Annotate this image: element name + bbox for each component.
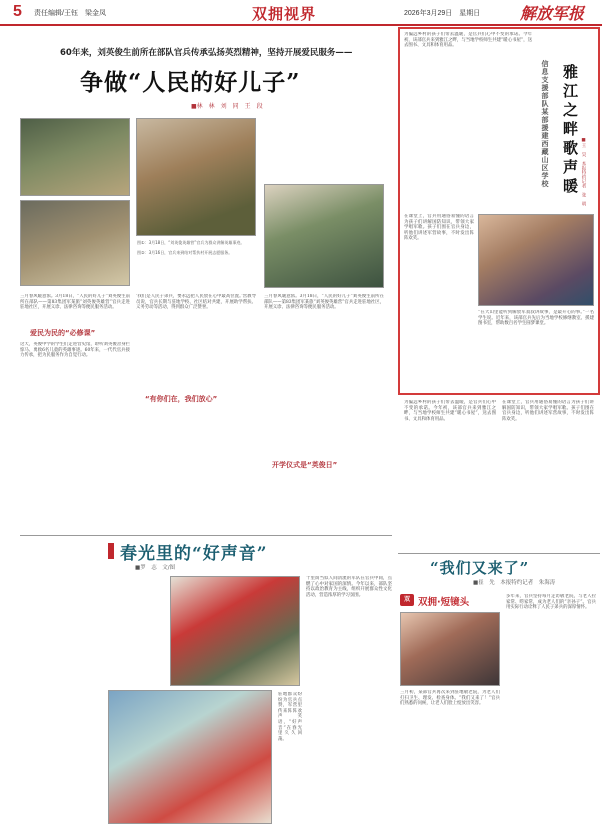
feature-body-1: 为偏远乡村的孩子们带去温暖，是官兵们心中不变的承诺。今年初，该部官兵来到雅江之畔，与当地学校师生共建“暖心书屋”，送去图书、文具和体育用品。 bbox=[404, 32, 532, 49]
back-body-1: 三月初，某部官兵再次来到驻地敬老院，为老人们打扫卫生、理发、检查身体。“我们又来了！”官兵们熟悉的问候，让老人们脸上绽放出笑容。 bbox=[400, 690, 500, 707]
right-divider bbox=[398, 553, 600, 554]
page-number: 5 bbox=[13, 3, 22, 20]
feature-byline: ■王 昊 本报特约记者 张 明 bbox=[581, 138, 586, 206]
spring-title: 春光里的“好声音” bbox=[120, 544, 268, 564]
masthead bbox=[0, 0, 602, 26]
spring-byline: ■罗 志 文/图 bbox=[135, 565, 176, 571]
lead-body-1: 三月春风暖意浓。3月18日，“人民的好儿子”刘英俊生前所在部队——第83集团军某旅“刘英俊英雄营”官兵走进驻地社区，开展义诊、法律咨询等便民服务活动。 bbox=[20, 294, 130, 311]
newspaper-logo: 解放军报 bbox=[520, 4, 585, 23]
back-title: “我们又来了” bbox=[430, 559, 530, 577]
editors-line: 责任编辑/王钰 梁金凤 bbox=[34, 10, 106, 17]
lead-photo-2 bbox=[20, 200, 130, 286]
lead-photo-1 bbox=[20, 118, 130, 196]
issue-date: 2026年3月29日 星期日 bbox=[404, 10, 481, 17]
photo-caption-2: 图②：3月16日，官兵来到结对帮扶村开展志愿服务。 bbox=[137, 250, 233, 255]
lead-body-4: 三月春风暖意浓。3月18日，“人民的好儿子”刘英俊生前所在部队——第83集团军某旅“刘英俊英雄营”官兵走进驻地社区，开展义诊、法律咨询等便民服务活动。 bbox=[264, 294, 384, 311]
feature-title: 雅江之畔歌声暖 bbox=[561, 64, 579, 197]
lead-subhead-2: “有你们在，我们放心” bbox=[145, 395, 218, 403]
lead-byline: ■林 林 刘 同 王 段 bbox=[191, 103, 263, 110]
lead-body-2: 这天，英俊中学的学生们走进营史馆，聆听刘英俊舍身拦惊马、勇救6名儿童的英雄事迹。60年来，一代代官兵接力传承，把为民服务作为自觉行动。 bbox=[20, 342, 130, 359]
lead-body-3: ‘我们是人民子弟兵，要永远把人民放在心中最高位置。’营教导员说，官兵长期与驻地学校、社区结对共建，开展助学帮扶、义务劳动等活动，得到群众广泛赞誉。 bbox=[136, 294, 256, 311]
back-photo bbox=[400, 612, 500, 686]
back-byline: ■崔 先 本报特约记者 朱海涛 bbox=[473, 580, 556, 586]
spring-body-1: 十里荫当似人间清流的军队在官兵中间，点燃了心中对家国的深情。今年以来，部队坚持以政治教育为主线，组织开展群众性文化活动，营造浓厚的学习氛围。 bbox=[306, 576, 392, 598]
spring-photo-1 bbox=[170, 576, 300, 686]
feature-body-5: 在课堂上，官兵用通俗易懂的语言为孩子们讲解国防知识，带领大家学唱军歌。孩子们围在官兵身边，听他们讲述军营故事，不时发出阵阵欢笑。 bbox=[502, 400, 594, 422]
section-title: 双拥视界 bbox=[252, 6, 317, 23]
spring-body-2: 驻地群众纷纷为官兵点赞，军营里传来阵阵欢声笑语，“好声音”在春光里久久回荡。 bbox=[278, 692, 302, 742]
lead-photo-4 bbox=[264, 184, 384, 288]
lead-subhead-3: 开学仪式是“英俊日” bbox=[272, 461, 338, 469]
spring-photo-2 bbox=[108, 690, 272, 824]
feature-body-3: “在大山里能听到解放军叔叔讲故事，是最开心的事。”一名学生说。近年来，该部官兵先后为当地学校修缮教室、援建图书室，帮助数百名学生圆梦课堂。 bbox=[478, 310, 594, 327]
feature-subtitle: 信息支援部队某部援建西藏山区学校 bbox=[541, 60, 549, 188]
badge-label: 双拥·短镜头 bbox=[418, 597, 470, 608]
lead-photo-3 bbox=[136, 118, 256, 236]
lead-kicker: 60年来，刘英俊生前所在部队官兵传承弘扬英烈精神，坚持开展爱民服务—— bbox=[60, 48, 353, 58]
feature-body-4: 为偏远乡村的孩子们带去温暖，是官兵们心中不变的承诺。今年初，该部官兵来到雅江之畔，与当地学校师生共建“暖心书屋”，送去图书、文具和体育用品。 bbox=[404, 400, 496, 422]
section-divider bbox=[20, 535, 392, 536]
feature-photo bbox=[478, 214, 594, 306]
back-body-2: 多年来，官兵坚持每月走访敬老院，与老人拉家常、唠家常，成为老人们的“亲孙子”。官兵用实际行动诠释了人民子弟兵的深厚情怀。 bbox=[506, 594, 596, 611]
lead-headline: 争做“人民的好儿子” bbox=[80, 69, 301, 96]
spring-accent-bar bbox=[108, 543, 114, 559]
lead-subhead-1: 爱民为民的“必修课” bbox=[30, 329, 96, 337]
feature-body-2: 在课堂上，官兵用通俗易懂的语言为孩子们讲解国防知识，带领大家学唱军歌。孩子们围在官兵身边，听他们讲述军营故事，不时发出阵阵欢笑。 bbox=[404, 214, 474, 242]
camera-icon: 双 bbox=[400, 594, 414, 606]
photo-caption-1: 图①：3月18日，“刘英俊英雄营”官兵为群众讲解英雄事迹。 bbox=[137, 240, 245, 245]
